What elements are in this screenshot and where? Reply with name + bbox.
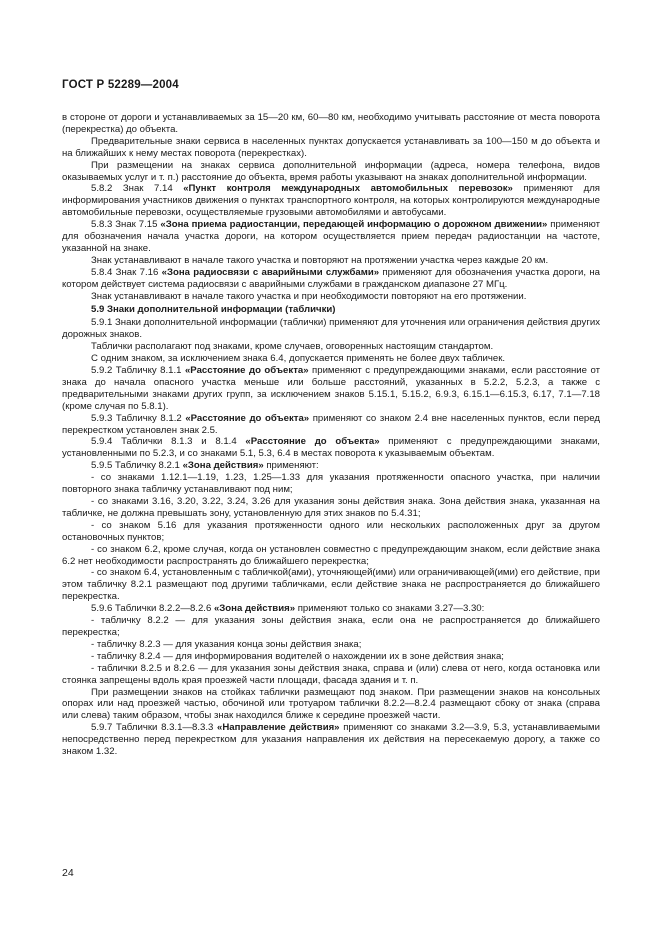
text-run: Знак устанавливают в начале такого участка и при необходимости повторяют на его протяжении. [91, 290, 527, 302]
paragraph [62, 365, 600, 413]
paragraph [62, 722, 600, 758]
text-run: применяют с предупреждающими знаками, если расстояние от знака до начала опасного участка меньше или больше расстояний, указанных в 5.2.2, 5.2.3, а также с предварительными знаками других групп, за исключением знаков 5.15.1, 5.15.2, 6.9.3, 6.15.1—6.15.3, 6.17, 7.1—7.18 (кроме случая по 5.8.1). [62, 365, 600, 412]
text-run: С одним знаком, за исключением знака 6.4, допускается применять не более двух табличек. [91, 353, 506, 365]
text-run: 5.8.3 Знак 7.15 [91, 219, 161, 231]
text-run: При размещении знаков на стойках таблички размещают под знаком. При размещении знаков на консольных опорах или над проезжей частью, обочиной или тротуаром таблички 8.2.2—8.2.4 размещают сбоку от знака (справа или слева) таким образом, чтобы знак находился ближе к середине проезжей части. [62, 686, 600, 722]
text-run: применяют для информирования участников движения о пунктах транспортного контроля, на которых контролируются международные автомобильные перевозки, осуществляемые грузовыми автомобилями и автобусами. [62, 183, 600, 219]
bold-term: «Зона действия» [182, 460, 264, 472]
text-run: 5.9.2 Табличку 8.1.1 [91, 365, 185, 377]
paragraph [62, 567, 600, 603]
text-run: применяют со знаками 3.2—3.9, 5.3, устанавливаемыми непосредственно перед перекрестком для указания направления их действия на пересекаемую дорогу, а также со знаком 1.32. [62, 722, 600, 758]
document-body [62, 112, 600, 758]
text-run: 5.9.5 Табличку 8.2.1 [91, 460, 183, 472]
paragraph [62, 136, 600, 160]
paragraph [62, 460, 600, 472]
page-number: 24 [62, 867, 74, 879]
bold-term: «Расстояние до объекта» [245, 436, 380, 448]
bold-term: «Расстояние до объекта» [184, 365, 309, 377]
text-run: - со знаком 6.2, кроме случая, когда он установлен совместно с предупреждающим знаком, если действие знака 6.2 нет необходимости распространять до ближайшего перекрестка; [62, 543, 600, 567]
text-run: применяют для обозначения участка дороги, на котором действует система радиосвязи с аварийными службами в гражданском диапазоне 27 МГц. [62, 266, 600, 290]
text-run: 5.9 Знаки дополнительной информации (таблички) [91, 303, 336, 315]
bold-term: «Зона приема радиостанции, передающей информацию о дорожном движении» [160, 219, 548, 231]
text-run: - со знаком 6.4, установленным с табличкой(ами), уточняющей(ими) или ограничивающей(ими) его действие, при этом табличку 8.2.1 размещают под другими табличками, если действие знака не распространяется до ближайшего перекрестка. [62, 567, 600, 603]
text-run: - со знаками 3.16, 3.20, 3.22, 3.24, 3.26 для указания зоны действия знака. Зона действия знака, указанная на табличке, не должна превышать зону, установленную для этих знаков по 5.4.31; [62, 496, 600, 519]
text-run: - табличку 8.2.4 — для информирования водителей о нахождении их в зоне действия знака; [91, 650, 504, 662]
text-run: 5.8.4 Знак 7.16 [91, 266, 162, 278]
text-run: применяют: [263, 460, 319, 472]
text-run: 5.9.7 Таблички 8.3.1—8.3.3 [91, 722, 218, 734]
text-run: Знак устанавливают в начале такого участка и повторяют на протяжении участка через каждые 20 км. [91, 254, 549, 266]
text-run: в стороне от дороги и устанавливаемых за 15—20 км, 60—80 км, необходимо учитывать расстояние от места поворота (перекрестка) до объекта. [62, 112, 600, 135]
bold-term: «Зона действия» [213, 603, 296, 615]
paragraph [62, 112, 600, 136]
paragraph [62, 544, 600, 568]
bold-term: «Расстояние до объекта» [185, 412, 310, 424]
paragraph [62, 255, 600, 267]
paragraph [62, 436, 600, 460]
text-run: - табличку 8.2.2 — для указания зоны действия знака, если она не распространяется до ближайшего перекрестка; [62, 615, 600, 638]
paragraph [62, 219, 600, 255]
text-run: 5.9.3 Табличку 8.1.2 [91, 412, 186, 424]
paragraph [62, 603, 600, 615]
paragraph [62, 353, 600, 365]
paragraph [62, 317, 600, 341]
text-run: применяют со знаком 2.4 вне населенных пунктов, если перед перекрестком установлен знак 2.5. [62, 412, 600, 436]
paragraph [62, 341, 600, 353]
text-run: - табличку 8.2.3 — для указания конца зоны действия знака; [91, 638, 362, 650]
paragraph [62, 183, 600, 219]
text-run: применяют для обозначения начала участка дороги, на котором осуществляется прием передач радиостанции на частоте, указанной на знаке. [62, 219, 600, 254]
paragraph [62, 615, 600, 639]
text-run: 5.9.4 Таблички 8.1.3 и 8.1.4 [91, 436, 246, 448]
text-run: При размещении на знаках сервиса дополнительной информации (адреса, номера телефона, видов оказываемых услуг и т. п.) расстояние до объекта, время работы указывают на знаках дополнительной информации. [62, 159, 600, 183]
paragraph [62, 291, 600, 303]
paragraph [62, 160, 600, 184]
paragraph [62, 413, 600, 437]
document-header: ГОСТ Р 52289—2004 [62, 79, 179, 91]
text-run: 5.8.2 Знак 7.14 [91, 183, 184, 195]
text-run: 5.9.1 Знаки дополнительной информации (таблички) применяют для уточнения или ограничения действия других дорожных знаков. [62, 317, 600, 341]
paragraph [62, 651, 600, 663]
paragraph [62, 496, 600, 520]
text-run: применяют только со знаками 3.27—3.30: [295, 603, 485, 615]
text-run: - таблички 8.2.5 и 8.2.6 — для указания зоны действия знака, справа и (или) слева от него, когда остановка или стоянка запрещены вдоль края проезжей части площади, фасада здания и т. п. [62, 662, 600, 686]
bold-term: «Зона радиосвязи с аварийными службами» [161, 266, 380, 278]
text-run: применяют с предупреждающими знаками, установленными по 5.2.3, и со знаками 5.1, 5.3, 6.4 в местах поворота к указываемым объектам. [62, 436, 600, 460]
paragraph [62, 520, 600, 544]
paragraph [62, 267, 600, 291]
section-heading [62, 304, 600, 316]
text-run: Предварительные знаки сервиса в населенных пунктах допускается устанавливать за 100—150 м до объекта и на ближайших к нему местах поворота (перекрестках). [62, 135, 600, 159]
text-run: Таблички располагают под знаками, кроме случаев, оговоренных настоящим стандартом. [91, 341, 494, 353]
paragraph [62, 639, 600, 651]
text-run: 5.9.6 Таблички 8.2.2—8.2.6 [91, 603, 214, 615]
bold-term: «Направление действия» [217, 722, 340, 734]
text-run: - со знаками 1.12.1—1.19, 1.23, 1.25—1.33 для указания протяженности опасного участка, при наличии повторного знака табличку устанавливают под ним; [62, 472, 600, 496]
paragraph [62, 687, 600, 723]
paragraph [62, 472, 600, 496]
paragraph [62, 663, 600, 687]
text-run: - со знаком 5.16 для указания протяженности одного или нескольких расположенных друг за другом остановочных пунктов; [62, 519, 600, 543]
bold-term: «Пункт контроля международных автомобильных перевозок» [183, 183, 513, 195]
